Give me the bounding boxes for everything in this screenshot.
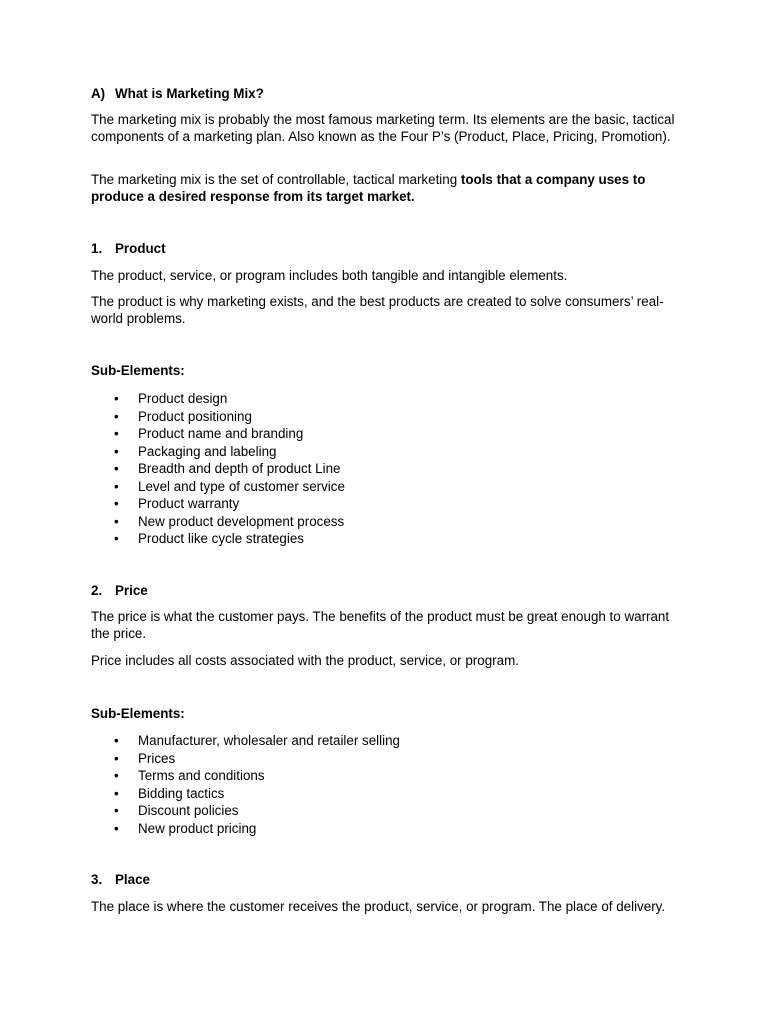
bullet-icon: • [114,443,119,459]
list-item [91,732,676,750]
product-paragraph-1: The product, service, or program includes both tangible and intangible elements. [91,268,568,283]
list-item-text: Product name and branding [138,426,304,441]
list-item-text: Manufacturer, wholesaler and retailer selling [138,733,400,748]
definition-paragraph [91,171,676,206]
bullet-icon: • [114,391,119,406]
section-heading-product [91,240,676,257]
list-item-text: Prices [138,750,176,766]
section-title: What is Marketing Mix? [115,86,264,101]
list-item [91,478,676,496]
bullet-icon: • [114,820,119,836]
list-item [91,495,676,513]
list-item [91,408,676,426]
list-item [91,767,676,785]
bullet-icon: • [114,768,119,783]
bullet-icon: • [114,750,119,766]
list-item [91,443,676,461]
list-item-text: Discount policies [138,803,239,818]
bullet-icon: • [114,478,119,494]
place-paragraph-1: The place is where the customer receives the product, service, or program. The place of delivery. [91,899,666,914]
section-heading-place [91,871,676,888]
list-item [91,785,676,803]
list-item [91,513,676,531]
list-item-text: Level and type of customer service [138,478,345,494]
list-item [91,425,676,443]
section-marker: A) [91,86,106,101]
section-title: Price [115,583,148,598]
price-paragraph-2: Price includes all costs associated with the product, service, or program. [91,653,519,668]
definition-text: The marketing mix is the set of controllable, tactical marketing [91,172,461,187]
product-sub-elements-heading: Sub-Elements: [91,363,185,378]
price-sub-elements-heading: Sub-Elements: [91,706,185,721]
bullet-icon: • [114,531,119,546]
price-paragraph-1: The price is what the customer pays. The benefits of the product must be great enough to warrant the price. [91,609,670,642]
bullet-icon: • [114,803,119,818]
list-item-text: New product pricing [138,820,257,836]
price-sub-elements-list [91,732,676,837]
bullet-icon: • [114,785,119,801]
section-heading-marketing-mix [91,85,676,102]
list-item [91,460,676,478]
section-marker: 3. [91,872,103,887]
section-title: Product [115,241,166,256]
list-item [91,802,676,820]
product-paragraph-2: The product is why marketing exists, and the best products are created to solve consumers’ real-world problems. [91,294,664,327]
bullet-icon: • [114,461,119,476]
list-item-text: New product development process [138,513,345,529]
list-item-text: Product like cycle strategies [138,531,304,546]
list-item [91,390,676,408]
section-marker: 2. [91,583,103,598]
product-sub-elements-list [91,390,676,548]
list-item-text: Product design [138,391,228,406]
list-item-text: Breadth and depth of product Line [138,461,341,476]
list-item-text: Product warranty [138,496,240,511]
section-heading-price [91,582,676,599]
list-item [91,530,676,548]
bullet-icon: • [114,426,119,441]
bullet-icon: • [114,496,119,511]
list-item [91,820,676,838]
list-item-text: Bidding tactics [138,785,225,801]
intro-paragraph: The marketing mix is probably the most famous marketing term. Its elements are the basic, tactical components of a marketing plan. Also known as the Four P’s (Product, Place, Pricing, Promotion). [91,112,675,145]
list-item-text: Terms and conditions [138,768,265,783]
list-item [91,750,676,768]
definition-bold-text: tools that a company uses to produce a desired response from its target market. [91,172,646,205]
section-marker: 1. [91,241,103,256]
list-item-text: Packaging and labeling [138,443,277,459]
bullet-icon: • [114,408,119,424]
bullet-icon: • [114,513,119,529]
section-title: Place [115,872,150,887]
bullet-icon: • [114,733,119,748]
list-item-text: Product positioning [138,408,252,424]
